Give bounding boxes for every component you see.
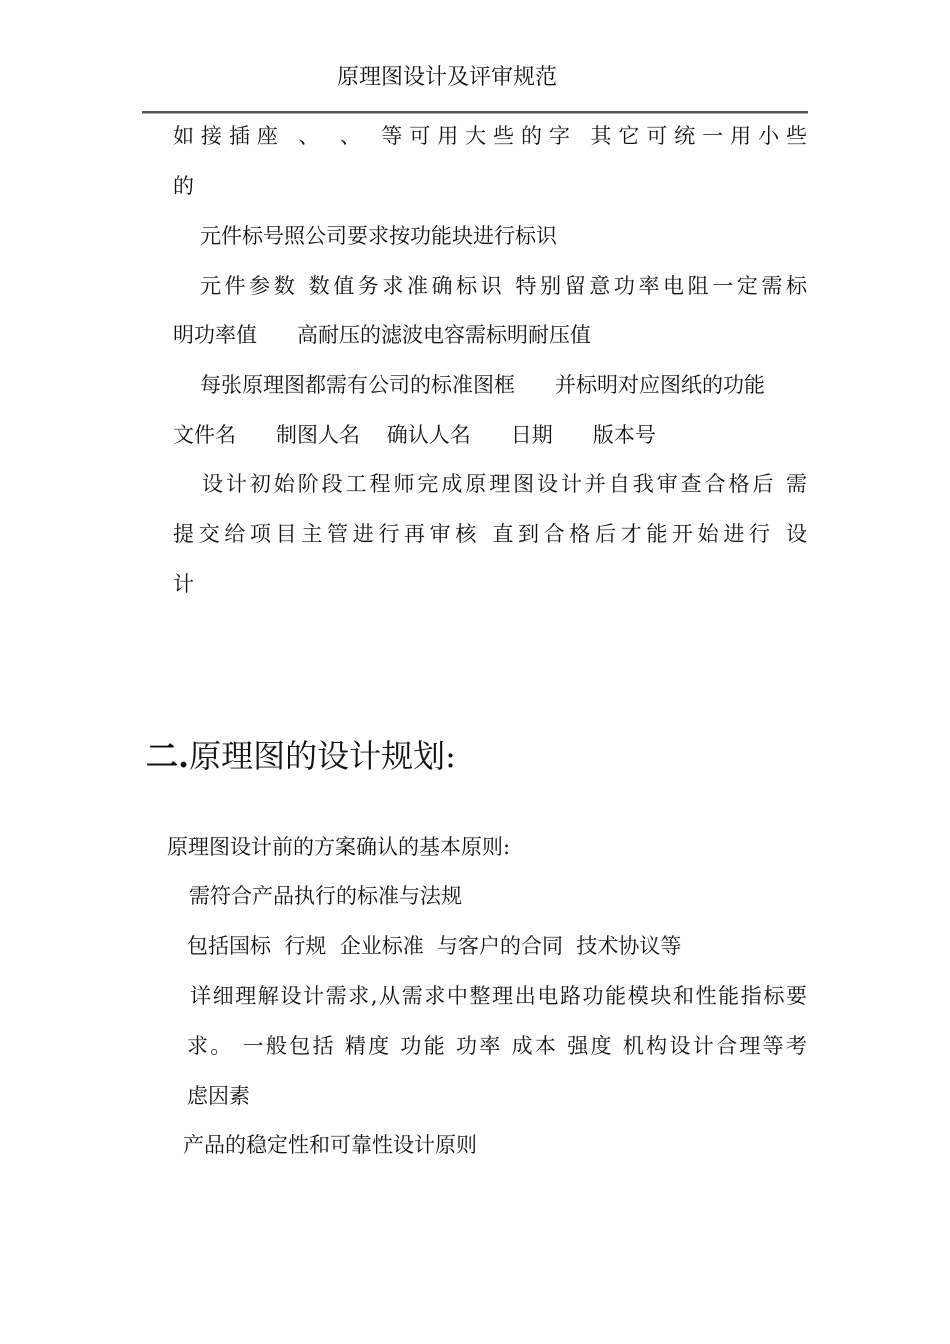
- section-line: 详细理解设计需求,从需求中整理出电路功能模块和性能指标要: [190, 984, 807, 1008]
- body-line: 明功率值 高耐压的滤波电容需标明耐压值: [173, 323, 592, 347]
- section-line: 原理图设计前的方案确认的基本原则:: [167, 835, 511, 859]
- body-line: 元件标号照公司要求按功能块进行标识: [200, 224, 557, 248]
- section-line: 需符合产品执行的标准与法规: [189, 884, 462, 908]
- body-line: 的: [173, 174, 194, 198]
- section-line: 虑因素: [187, 1084, 250, 1108]
- body-line: 元件参数 数值务求准确标识 特别留意功率电阻一定需标: [200, 274, 807, 298]
- body-line: 提交给项目主管进行再审核 直到合格后才能开始进行 设: [173, 522, 807, 546]
- header-divider: [142, 111, 808, 114]
- section-line: 产品的稳定性和可靠性设计原则: [183, 1133, 477, 1157]
- body-line: 文件名 制图人名 确认人名 日期 版本号: [173, 423, 656, 447]
- body-line: 如接插座 、 、 等可用大些的字 其它可统一用小些: [173, 124, 807, 148]
- page-header-title: 原理图设计及评审规范: [336, 65, 557, 90]
- body-line: 计: [173, 572, 194, 596]
- section-heading: [146, 734, 456, 778]
- body-line: 设计初始阶段工程师完成原理图设计并自我审查合格后 需: [202, 472, 807, 496]
- section-line: 包括国标 行规 企业标准 与客户的合同 技术协议等: [187, 934, 682, 958]
- body-line: 每张原理图都需有公司的标准图框 并标明对应图纸的功能: [200, 373, 766, 397]
- section-number: 二.: [146, 737, 190, 775]
- section-title-text: 原理图的设计规划:: [189, 737, 456, 775]
- section-line: 求。 一般包括 精度 功能 功率 成本 强度 机构设计合理等考: [187, 1034, 807, 1058]
